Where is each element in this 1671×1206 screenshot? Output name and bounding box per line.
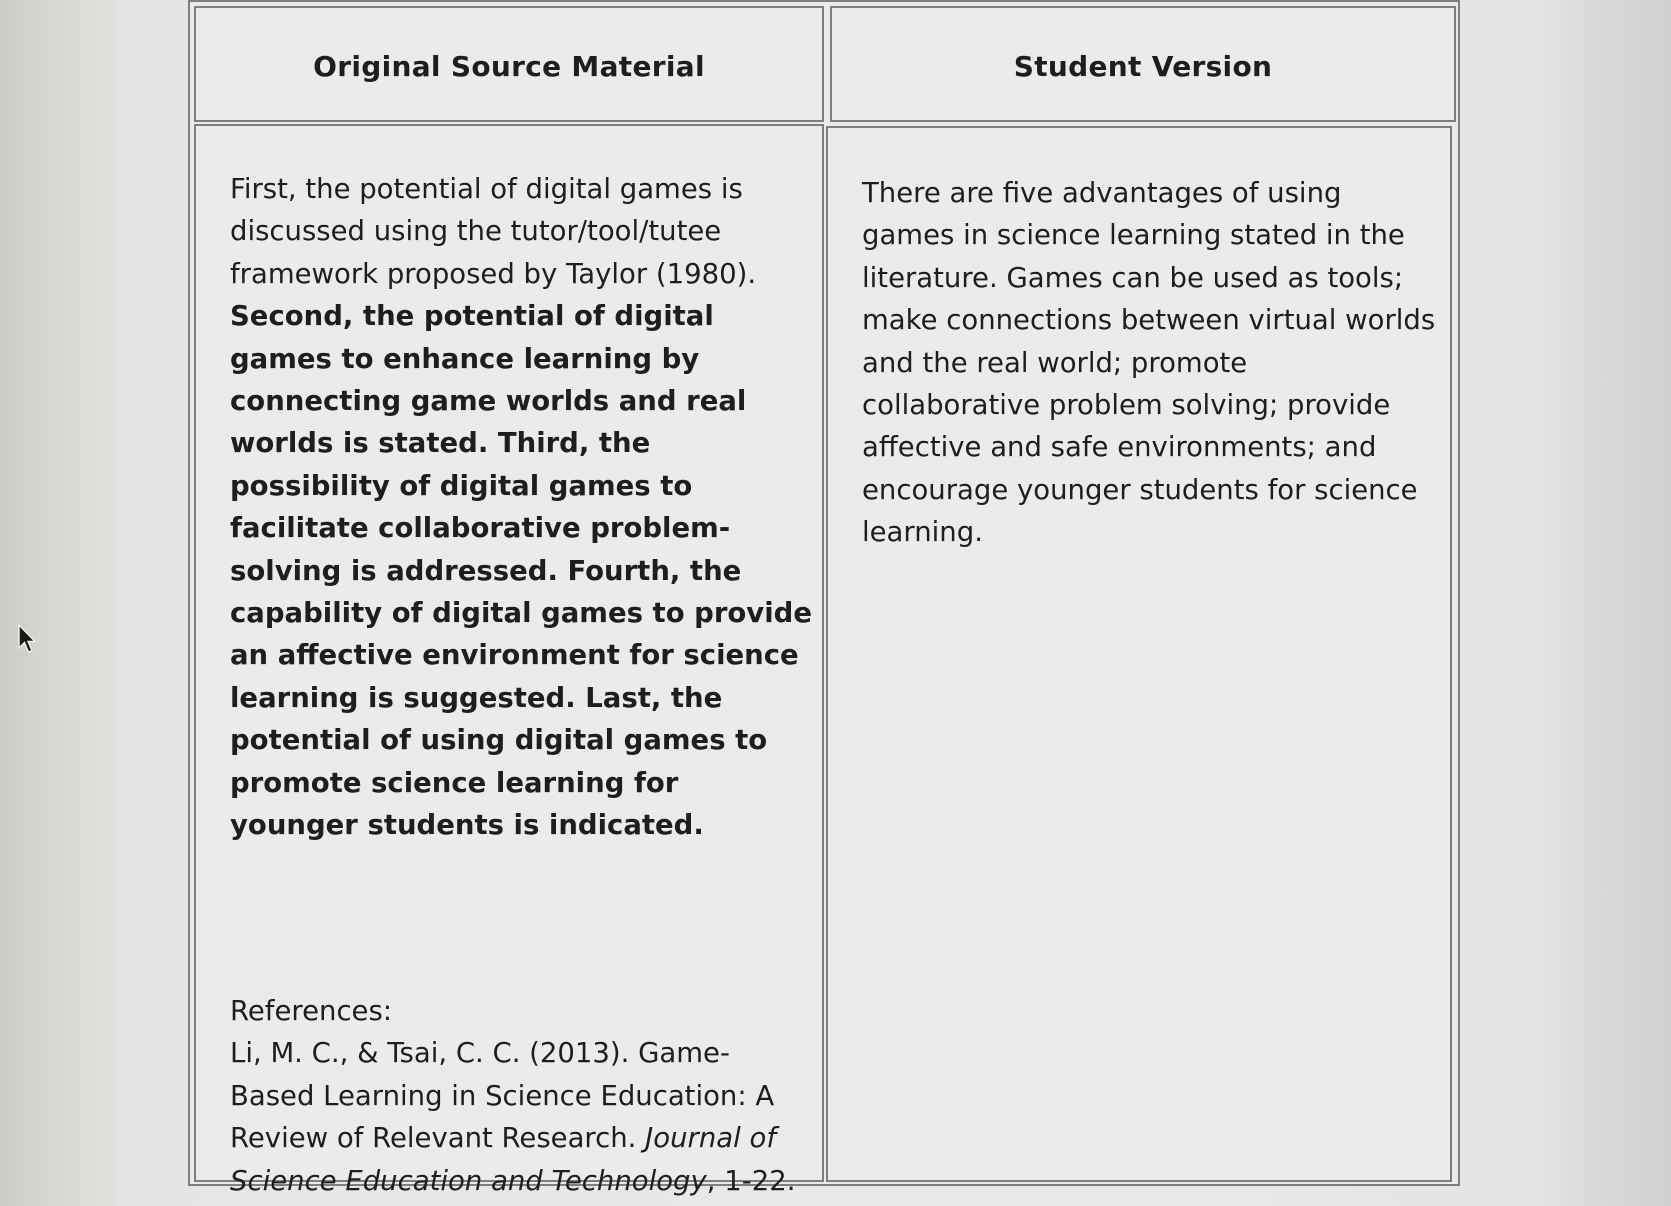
source-line-bold: possibility of digital games to xyxy=(230,469,693,502)
source-line-bold: potential of using digital games to xyxy=(230,724,768,757)
reference-line xyxy=(230,1160,810,1202)
student-line: literature. Games can be used as tools; xyxy=(862,261,1404,294)
header-cell-original xyxy=(194,6,824,122)
references-block xyxy=(230,990,810,1202)
reference-pages: , 1-22. xyxy=(706,1164,796,1197)
source-line-bold: promote science learning for xyxy=(230,766,679,799)
header-original-source: Original Source Material xyxy=(313,50,705,83)
source-line-bold: capability of digital games to provide xyxy=(230,597,812,630)
source-line-bold: games to enhance learning by xyxy=(230,342,700,375)
student-line: learning. xyxy=(862,516,983,549)
source-line: First, the potential of digital games is xyxy=(230,173,743,205)
student-line: make connections between virtual worlds xyxy=(862,304,1436,337)
mouse-pointer-icon xyxy=(18,624,38,656)
reference-line: Li, M. C., & Tsai, C. C. (2013). Game- xyxy=(230,1037,730,1070)
student-line: affective and safe environments; and xyxy=(862,431,1377,464)
source-line-bold: facilitate collaborative problem- xyxy=(230,512,731,545)
original-source-cell xyxy=(194,124,824,1197)
header-cell-student xyxy=(830,6,1456,122)
source-line-bold: solving is addressed. Fourth, the xyxy=(230,554,742,587)
reference-line xyxy=(230,1117,810,1159)
student-version-text xyxy=(862,172,1442,554)
screen-left-edge xyxy=(0,0,118,1206)
source-line-bold: younger students is indicated. xyxy=(230,809,704,842)
source-line-bold: worlds is stated. Third, the xyxy=(230,427,651,460)
source-line: framework proposed by Taylor (1980). xyxy=(230,257,757,290)
student-version-cell xyxy=(826,126,1452,1182)
journal-title-part: Science Education and Technology xyxy=(230,1164,707,1197)
source-line-bold: an affective environment for science xyxy=(230,639,799,672)
original-source-text xyxy=(230,168,810,847)
student-line: games in science learning stated in the xyxy=(862,219,1405,252)
student-line: encourage younger students for science xyxy=(862,473,1418,506)
student-line: collaborative problem solving; provide xyxy=(862,389,1391,422)
source-line-bold: Second, the potential of digital xyxy=(230,300,714,333)
reference-line: Based Learning in Science Education: A xyxy=(230,1079,775,1112)
header-student-version: Student Version xyxy=(1013,50,1273,83)
source-line-bold: connecting game worlds and real xyxy=(230,385,747,418)
comparison-table xyxy=(188,0,1460,1197)
source-line: discussed using the tutor/tool/tutee xyxy=(230,215,722,248)
reference-text: Review of Relevant Research. xyxy=(230,1122,646,1155)
student-line: and the real world; promote xyxy=(862,346,1248,379)
journal-title-part: Journal of xyxy=(645,1122,777,1155)
source-line-bold: learning is suggested. Last, the xyxy=(230,681,723,714)
student-line: There are five advantages of using xyxy=(862,177,1342,209)
references-heading: References: xyxy=(230,995,393,1027)
